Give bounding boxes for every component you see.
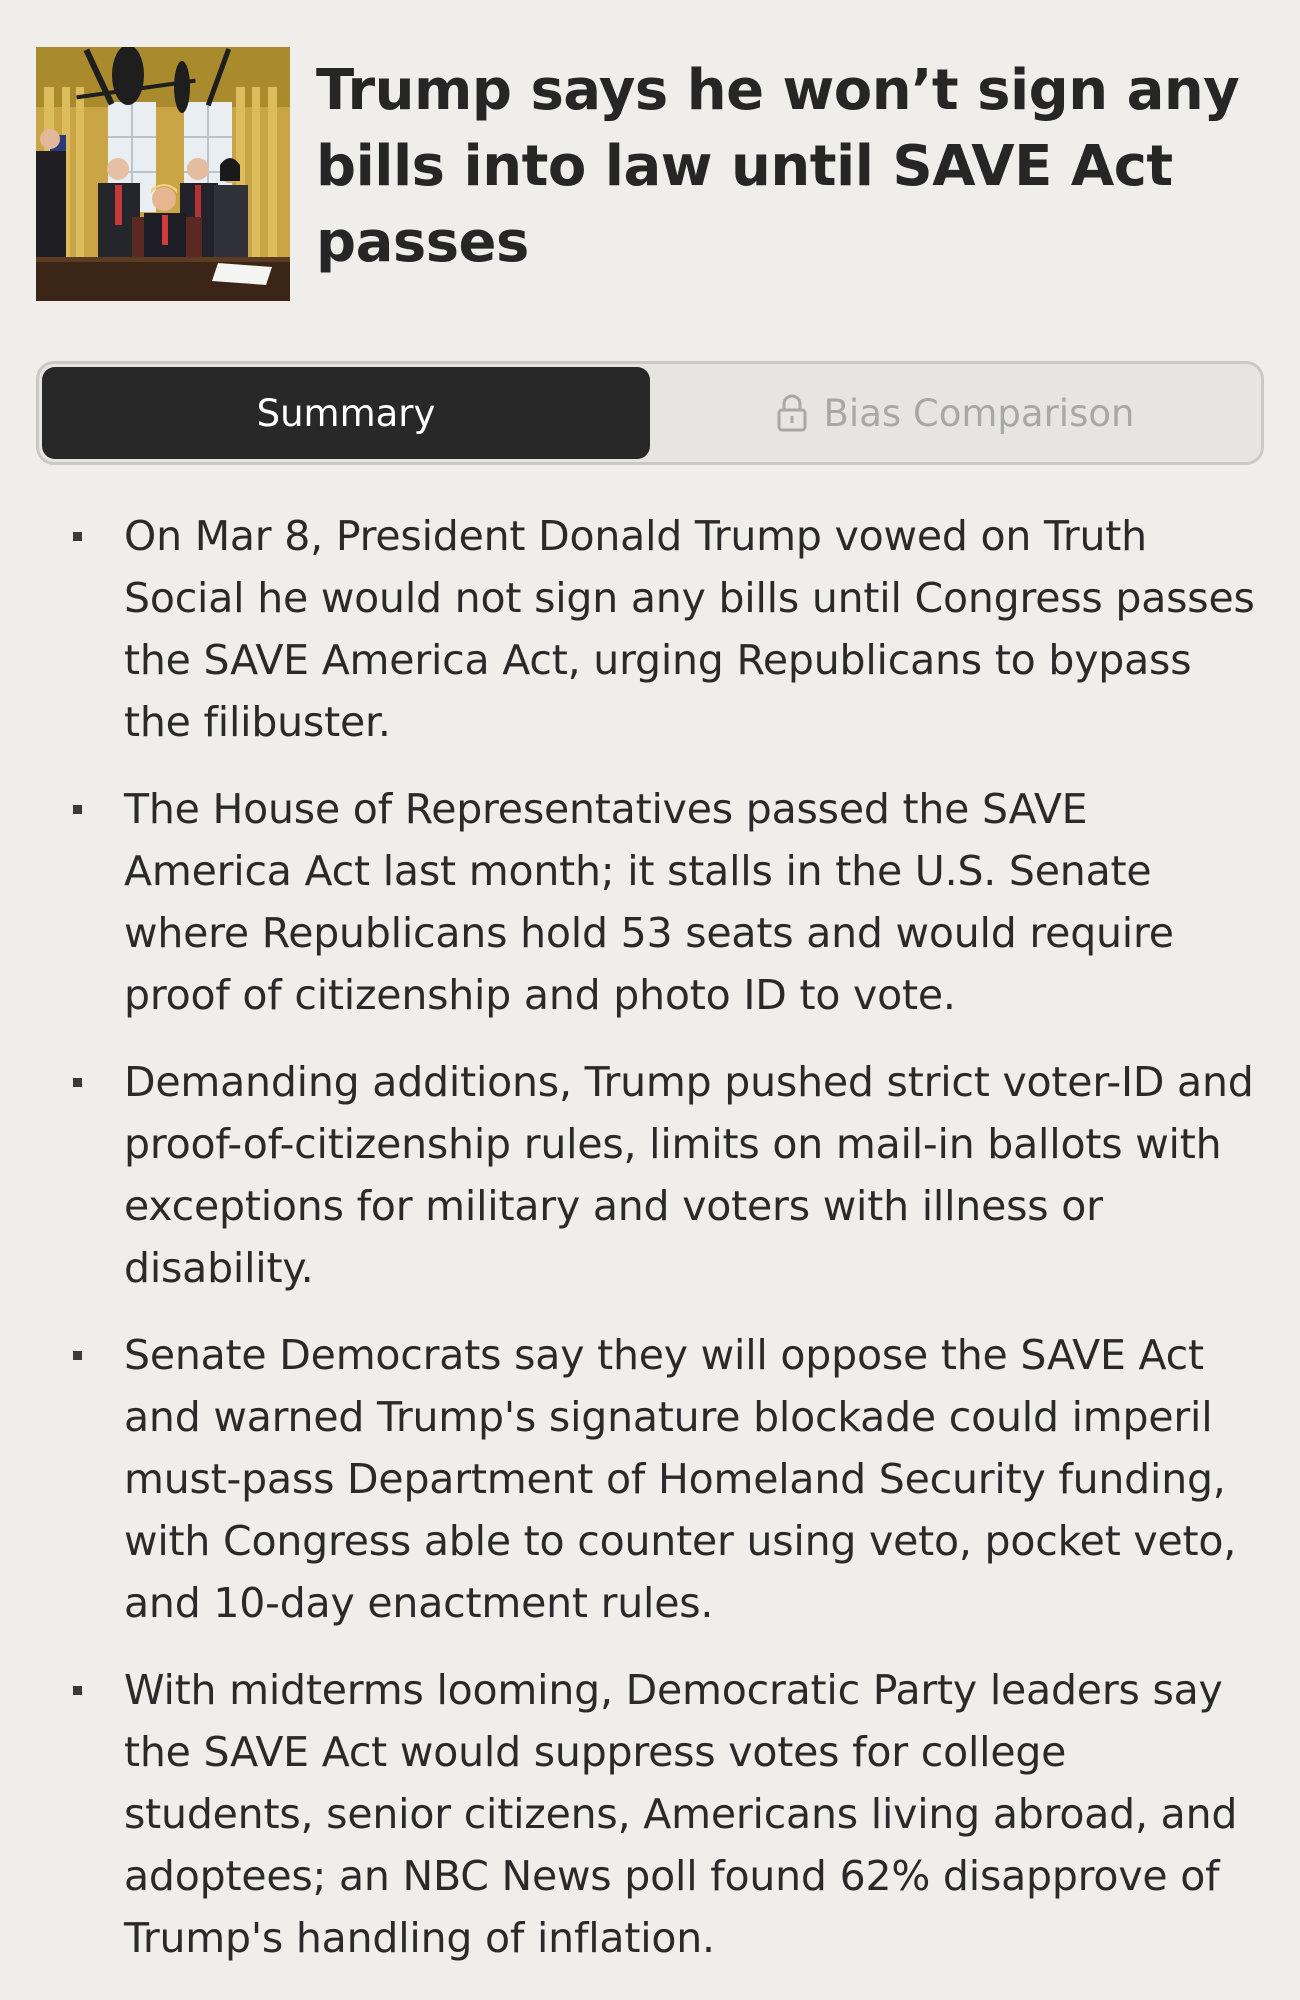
article-thumbnail[interactable]: [36, 47, 290, 301]
bullet-square-icon: [73, 805, 82, 814]
bullet-square-icon: [73, 1078, 82, 1087]
tab-summary-label: Summary: [256, 391, 436, 435]
bullet-square-icon: [73, 1351, 82, 1360]
summary-item-text: The House of Representatives passed the SAVE America Act last month; it stalls in the U.S. Senate where Republicans hold 53 seats and would require proof of citizenship and photo ID to vote.: [124, 785, 1174, 1019]
tab-summary[interactable]: [42, 367, 650, 459]
summary-item-text: Senate Democrats say they will oppose the SAVE Act and warned Trump's signature blockade could imperil must-pass Department of Homeland Security funding, with Congress able to counter using veto, pocket veto, and 10-day enactment rules.: [124, 1331, 1237, 1627]
summary-item: [36, 778, 1262, 1026]
summary-item: [36, 1324, 1262, 1634]
article-title: Trump says he won’t sign any bills into law until SAVE Act passes: [316, 58, 1240, 275]
summary-item: [36, 505, 1262, 753]
lock-icon: [774, 393, 810, 433]
summary-list: [36, 505, 1262, 1994]
bullet-square-icon: [73, 1686, 82, 1695]
tab-bias-comparison-label: Bias Comparison: [823, 391, 1135, 435]
bullet-square-icon: [73, 532, 82, 541]
summary-item-text: On Mar 8, President Donald Trump vowed on Truth Social he would not sign any bills until Congress passes the SAVE America Act, urging Republicans to bypass the filibuster.: [124, 512, 1255, 746]
tab-bias-comparison[interactable]: [650, 367, 1258, 459]
view-tabs: [36, 361, 1264, 465]
summary-item: [36, 1051, 1262, 1299]
summary-item-text: Demanding additions, Trump pushed strict voter-ID and proof-of-citizenship rules, limits on mail-in ballots with exceptions for military and voters with illness or disability.: [124, 1058, 1254, 1292]
article-header: [36, 47, 1262, 301]
summary-item: [36, 1659, 1262, 1969]
summary-item-text: With midterms looming, Democratic Party leaders say the SAVE Act would suppress votes for college students, senior citizens, Americans living abroad, and adoptees; an NBC News poll found 62% disapprove of Trump's handling of inflation.: [124, 1666, 1238, 1962]
